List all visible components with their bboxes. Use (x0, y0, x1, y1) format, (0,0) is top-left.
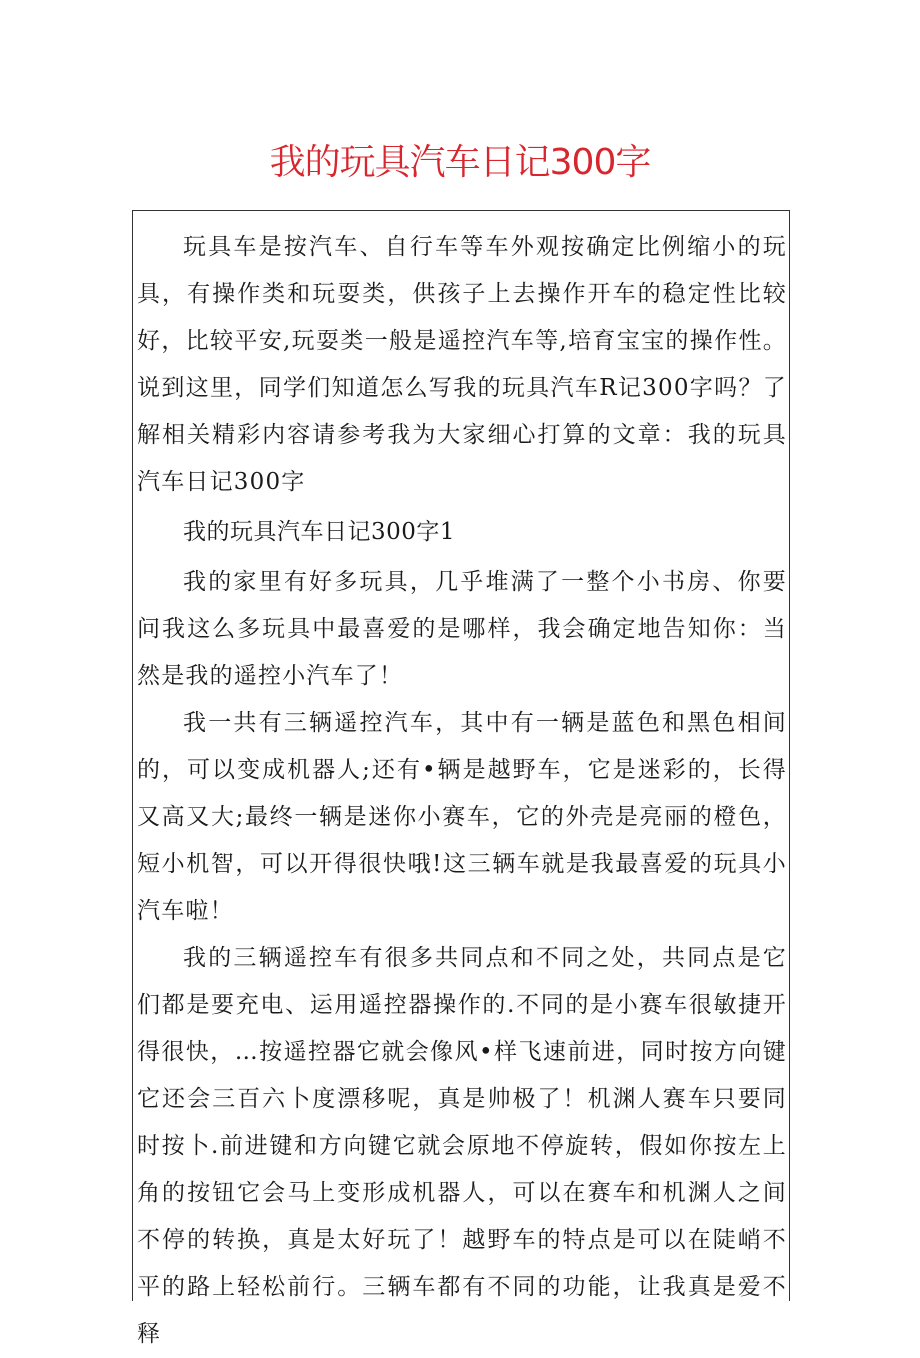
body-text (137, 224, 787, 1358)
paragraph-2: 我一共有三辆遥控汽车，其中有一辆是蓝色和黑色相间的，可以变成机器人;还有•辆是越野车，它是迷彩的，长得又高又大;最终一辆是迷你小赛车，它的外壳是亮丽的橙色，短小机智，可以开得很快哦!这三辆车就是我最喜爱的玩具小汽车啦！ (137, 710, 787, 924)
paragraph-1: 我的家里有好多玩具，几乎堆满了一整个小书房、你要问我这么多玩具中最喜爱的是哪样，我会确定地告知你：当然是我的遥控小汽车了！ (137, 569, 787, 689)
paragraph-3: 我的三辆遥控车有很多共同点和不同之处，共同点是它们都是要充电、运用遥控器操作的.不同的是小赛车很敏捷开得很快，…按遥控器它就会像风•样飞速前进，同时按方向键它还会三百六卜度漂移呢，真是帅极了！机渊人赛车只要同时按卜.前进键和方向键它就会原地不停旋转，假如你按左上角的按钮它会马上变形成机器人，可以在赛车和机渊人之间不停的转换，真是太好玩了！越野车的特点是可以在陡峭不平的路上轻松前行。三辆车都有不同的功能，让我真是爱不释 (137, 945, 787, 1347)
section-heading: 我的玩具汽车日记300字1 (183, 519, 456, 545)
intro-paragraph: 玩具车是按汽车、自行车等车外观按确定比例缩小的玩具，有操作类和玩耍类，供孩子上去操作开车的稳定性比较好，比较平安,玩耍类一般是遥控汽车等,培育宝宝的操作性。说到这里，同学们知道怎么写我的玩具汽车R记300字吗？了解相关精彩内容请参考我为大家细心打算的文章：我的玩具汽车日记300字 (137, 234, 787, 495)
document-title: 我的玩具汽车日记300字 (269, 142, 651, 183)
content-box (132, 210, 790, 1347)
